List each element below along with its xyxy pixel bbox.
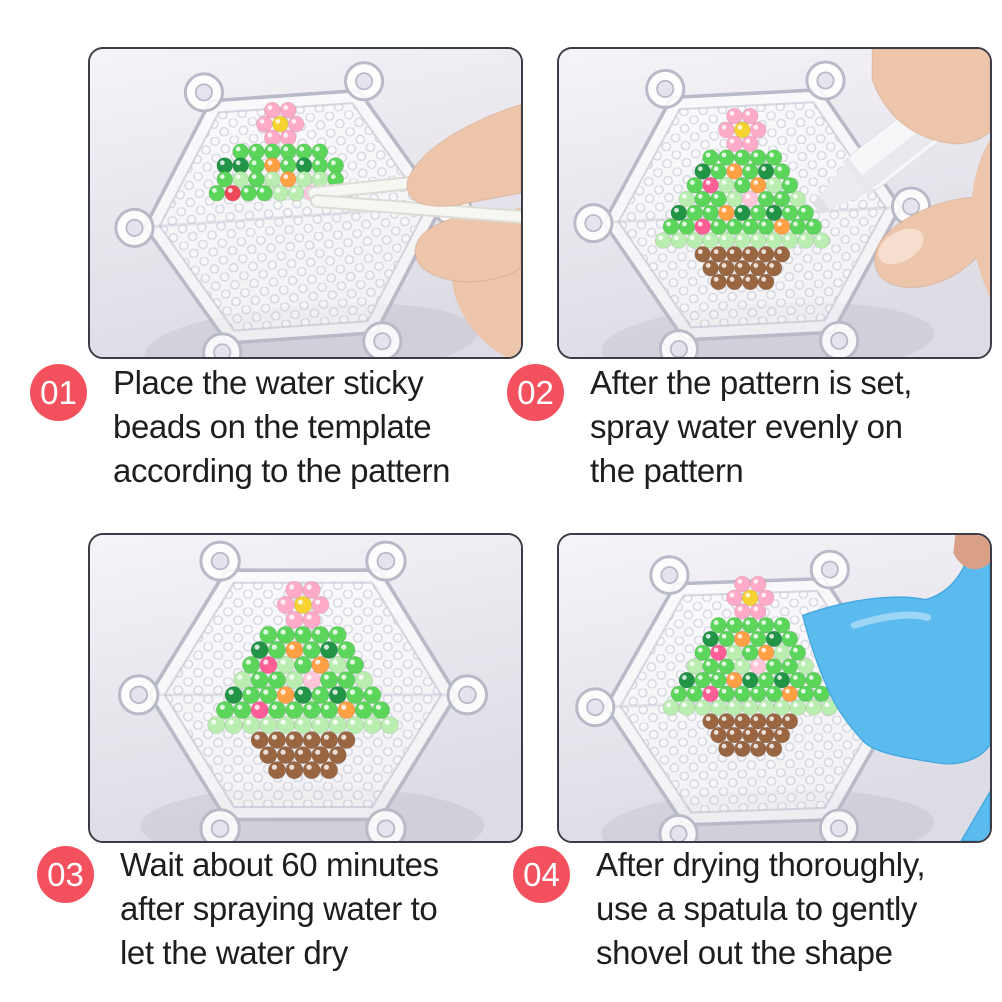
step-3-line-2: after spraying water to bbox=[120, 890, 438, 927]
step-2-number-badge: 02 bbox=[507, 364, 564, 421]
step-1-line-3: according to the pattern bbox=[113, 452, 451, 489]
step-3-line-3: let the water dry bbox=[120, 934, 348, 971]
step-2-line-3: the pattern bbox=[590, 452, 744, 489]
step-4-line-2: use a spatula to gently bbox=[596, 890, 918, 927]
step-4-instructions bbox=[596, 843, 925, 975]
step-1-number-badge: 01 bbox=[30, 364, 87, 421]
step-3-line-1: Wait about 60 minutes bbox=[120, 846, 439, 883]
step-4-line-1: After drying thoroughly, bbox=[596, 846, 926, 883]
step-3-caption bbox=[37, 843, 439, 975]
step-1-line-2: beads on the template bbox=[113, 408, 432, 445]
step-1-line-1: Place the water sticky bbox=[113, 364, 424, 401]
step-2-caption bbox=[507, 361, 912, 493]
step-2-instructions bbox=[590, 361, 912, 493]
photo-step-1-placing-beads bbox=[88, 47, 523, 359]
step-4-caption bbox=[513, 843, 925, 975]
photo-step-3-drying-pattern bbox=[88, 533, 523, 843]
step-3-number-badge: 03 bbox=[37, 846, 94, 903]
step-2-line-1: After the pattern is set, bbox=[590, 364, 912, 401]
photo-step-2-spraying-water bbox=[557, 47, 992, 359]
step-2-line-2: spray water evenly on bbox=[590, 408, 903, 445]
step-1-caption bbox=[30, 361, 450, 493]
photo-step-4-spatula-removal bbox=[557, 533, 992, 843]
step-4-line-3: shovel out the shape bbox=[596, 934, 893, 971]
step-1-instructions bbox=[113, 361, 450, 493]
step-4-number-badge: 04 bbox=[513, 846, 570, 903]
step-3-instructions bbox=[120, 843, 439, 975]
